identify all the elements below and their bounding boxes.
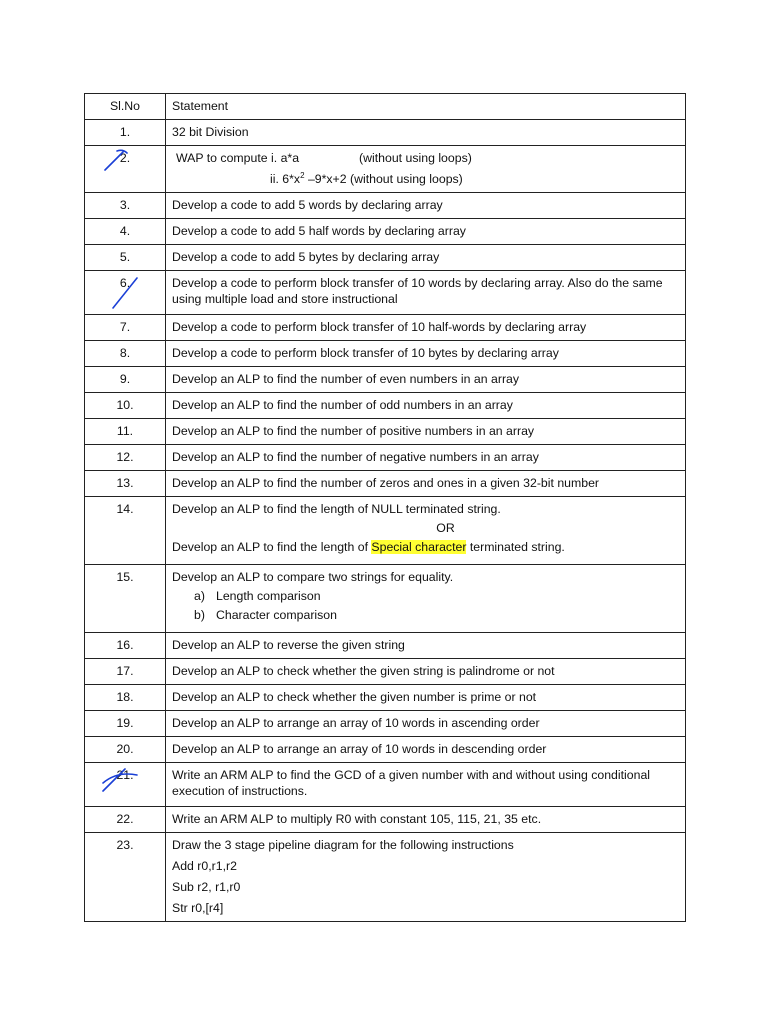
row-number xyxy=(85,271,166,315)
row-statement xyxy=(166,659,686,685)
text: terminated string. xyxy=(466,540,565,554)
row-number xyxy=(85,633,166,659)
row-statement xyxy=(166,497,686,565)
text: Develop an ALP to check whether the given string is palindrome or not xyxy=(172,664,555,678)
row-number xyxy=(85,737,166,763)
text: Add r0,r1,r2 xyxy=(172,859,237,873)
row-statement xyxy=(166,565,686,633)
row-statement xyxy=(166,120,686,146)
text: 8. xyxy=(119,346,131,360)
row-statement xyxy=(166,271,686,315)
row-number xyxy=(85,193,166,219)
text: Length comparison xyxy=(216,589,321,603)
text: 17. xyxy=(116,664,134,678)
text: Develop a code to add 5 half words by declaring array xyxy=(172,224,466,238)
row-number xyxy=(85,711,166,737)
header-statement xyxy=(166,94,686,120)
text: 6. xyxy=(119,276,131,290)
text: Character comparison xyxy=(216,608,337,622)
row-statement xyxy=(166,341,686,367)
text: 23. xyxy=(116,838,134,852)
table-row xyxy=(85,393,686,419)
row-number xyxy=(85,315,166,341)
text: Develop an ALP to arrange an array of 10 words in ascending order xyxy=(172,716,540,730)
table-row xyxy=(85,833,686,922)
row-number xyxy=(85,219,166,245)
table-row xyxy=(85,685,686,711)
text: OR xyxy=(436,521,455,535)
text: Develop a code to add 5 words by declaring array xyxy=(172,198,443,212)
text: 21. xyxy=(116,768,134,782)
text: 13. xyxy=(116,476,134,490)
text: Develop an ALP to check whether the given number is prime or not xyxy=(172,690,537,704)
text: 12. xyxy=(116,450,134,464)
row-statement xyxy=(166,146,686,193)
text: Develop an ALP to find the number of zeros and ones in a given 32-bit number xyxy=(172,476,600,490)
row-number xyxy=(85,565,166,633)
row-number xyxy=(85,471,166,497)
row-statement xyxy=(166,737,686,763)
text: WAP to compute i. a*a xyxy=(176,151,300,165)
table-row xyxy=(85,633,686,659)
text: 5. xyxy=(119,250,131,264)
text: Develop an ALP to find the length of NULL terminated string. xyxy=(172,502,501,516)
table-row xyxy=(85,445,686,471)
assignment-table xyxy=(84,93,686,922)
row-statement xyxy=(166,633,686,659)
row-statement xyxy=(166,445,686,471)
row-number xyxy=(85,807,166,833)
row-statement xyxy=(166,193,686,219)
table-row xyxy=(85,120,686,146)
row-statement xyxy=(166,807,686,833)
row-statement xyxy=(166,685,686,711)
row-statement xyxy=(166,393,686,419)
row-statement xyxy=(166,763,686,807)
text: a) xyxy=(194,589,205,603)
text: 4. xyxy=(119,224,131,238)
table-row xyxy=(85,219,686,245)
row-number xyxy=(85,367,166,393)
text: Develop an ALP to arrange an array of 10 words in descending order xyxy=(172,742,547,756)
row-statement xyxy=(166,419,686,445)
text: Develop a code to perform block transfer of 10 bytes by declaring array xyxy=(172,346,559,360)
row-number xyxy=(85,685,166,711)
table-row xyxy=(85,565,686,633)
row-number xyxy=(85,419,166,445)
highlighted-text: Special character xyxy=(371,540,467,554)
row-number xyxy=(85,445,166,471)
table-row xyxy=(85,497,686,565)
row-statement xyxy=(166,471,686,497)
text: 16. xyxy=(116,638,134,652)
text: Develop an ALP to find the number of negative numbers in an array xyxy=(172,450,539,464)
row-number xyxy=(85,393,166,419)
table-row xyxy=(85,737,686,763)
text: Develop a code to perform block transfer of 10 half-words by declaring array xyxy=(172,320,587,334)
row-number xyxy=(85,341,166,367)
text: 9. xyxy=(119,372,131,386)
text: 14. xyxy=(116,502,134,516)
row-statement xyxy=(166,833,686,922)
table-row xyxy=(85,271,686,315)
text: 2. xyxy=(119,151,131,165)
row-statement xyxy=(166,245,686,271)
table-header-row xyxy=(85,94,686,120)
table-row xyxy=(85,341,686,367)
text: Develop an ALP to find the number of positive numbers in an array xyxy=(172,424,535,438)
table-row xyxy=(85,367,686,393)
text: Develop a code to perform block transfer of 10 words by declaring array. Also do the same using multiple load and store instructional xyxy=(172,276,663,306)
row-number xyxy=(85,659,166,685)
text: Statement xyxy=(172,99,229,113)
text: b) xyxy=(194,608,205,622)
row-number xyxy=(85,497,166,565)
text: Develop a code to add 5 bytes by declaring array xyxy=(172,250,440,264)
row-statement xyxy=(166,711,686,737)
table-row xyxy=(85,146,686,193)
row-statement xyxy=(166,315,686,341)
text: 10. xyxy=(116,398,134,412)
text: 20. xyxy=(116,742,134,756)
row-number xyxy=(85,146,166,193)
text: Draw the 3 stage pipeline diagram for the following instructions xyxy=(172,838,514,852)
text: –9*x+2 (without using loops) xyxy=(304,172,463,186)
text: 11. xyxy=(116,424,134,438)
text: 18. xyxy=(116,690,134,704)
table-row xyxy=(85,711,686,737)
table-row xyxy=(85,471,686,497)
row-statement xyxy=(166,219,686,245)
text: Develop an ALP to find the length of xyxy=(172,540,372,554)
table-row xyxy=(85,763,686,807)
table-row xyxy=(85,807,686,833)
text: 19. xyxy=(116,716,134,730)
text: 2 xyxy=(300,170,305,180)
table-row xyxy=(85,659,686,685)
table-row xyxy=(85,245,686,271)
text: Develop an ALP to compare two strings for equality. xyxy=(172,570,454,584)
text: 3. xyxy=(119,198,131,212)
list-item xyxy=(172,588,679,604)
row-number xyxy=(85,120,166,146)
text: ii. 6*x xyxy=(270,172,301,186)
table-row xyxy=(85,419,686,445)
header-sl-no xyxy=(85,94,166,120)
text: 15. xyxy=(116,570,134,584)
table-row xyxy=(85,193,686,219)
list-item xyxy=(172,607,679,623)
text: Write an ARM ALP to multiply R0 with constant 105, 115, 21, 35 etc. xyxy=(172,812,542,826)
row-statement xyxy=(166,367,686,393)
table-row xyxy=(85,315,686,341)
row-number xyxy=(85,763,166,807)
text: 1. xyxy=(119,125,131,139)
text: Sub r2, r1,r0 xyxy=(172,880,241,894)
row-number xyxy=(85,245,166,271)
text: Develop an ALP to find the number of odd numbers in an array xyxy=(172,398,513,412)
text: 22. xyxy=(116,812,134,826)
text: Develop an ALP to find the number of even numbers in an array xyxy=(172,372,520,386)
text: Str r0,[r4] xyxy=(172,901,224,915)
text: Sl.No xyxy=(109,99,141,113)
text: (without using loops) xyxy=(359,151,472,165)
text: 32 bit Division xyxy=(172,125,249,139)
row-number xyxy=(85,833,166,922)
text: 7. xyxy=(119,320,131,334)
text: Write an ARM ALP to find the GCD of a given number with and without using conditional execution of instructions. xyxy=(172,768,651,798)
text: Develop an ALP to reverse the given string xyxy=(172,638,405,652)
